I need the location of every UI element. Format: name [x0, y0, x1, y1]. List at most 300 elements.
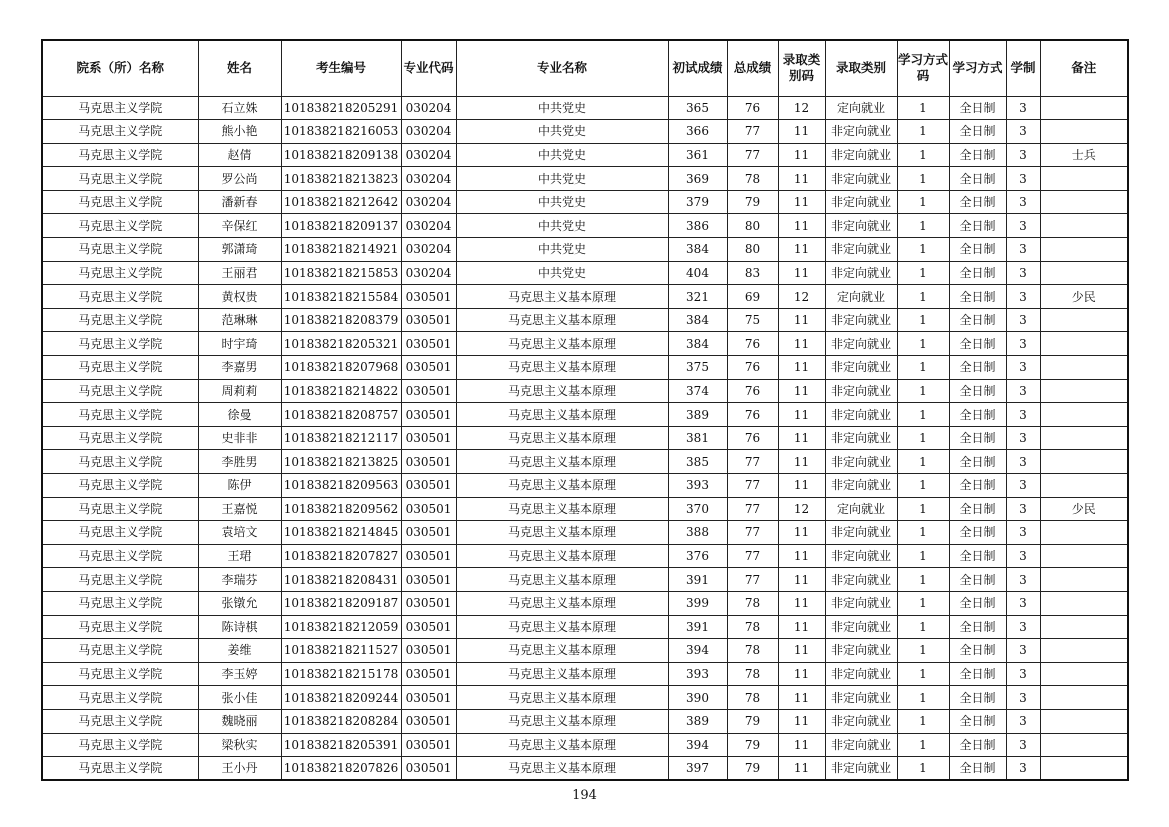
table-row — [42, 190, 1128, 214]
duration-cell: 3 — [1006, 143, 1040, 167]
initial-score-cell: 374 — [668, 379, 727, 403]
name-cell: 李嘉男 — [198, 356, 281, 380]
header-candidate-id: 考生编号 — [281, 40, 401, 96]
department-cell: 马克思主义学院 — [42, 214, 198, 238]
header-total-score: 总成绩 — [727, 40, 778, 96]
table-row — [42, 521, 1128, 545]
remarks-cell — [1040, 544, 1128, 568]
candidate-id-cell: 101838218213825 — [281, 450, 401, 474]
duration-cell: 3 — [1006, 544, 1040, 568]
major-name-cell: 马克思主义基本原理 — [456, 356, 668, 380]
table-row — [42, 757, 1128, 781]
study-mode-cell: 全日制 — [949, 120, 1006, 144]
study-mode-cell: 全日制 — [949, 96, 1006, 120]
duration-cell: 3 — [1006, 709, 1040, 733]
admission-category-code-cell: 11 — [778, 214, 825, 238]
duration-cell: 3 — [1006, 474, 1040, 498]
study-mode-cell: 全日制 — [949, 214, 1006, 238]
study-mode-code-cell: 1 — [897, 591, 949, 615]
table-row — [42, 261, 1128, 285]
name-cell: 潘新春 — [198, 190, 281, 214]
major-code-cell: 030204 — [401, 143, 456, 167]
admission-category-cell: 定向就业 — [825, 497, 897, 521]
candidate-id-cell: 101838218216053 — [281, 120, 401, 144]
major-name-cell: 中共党史 — [456, 261, 668, 285]
admission-category-cell: 非定向就业 — [825, 261, 897, 285]
admission-category-code-cell: 11 — [778, 238, 825, 262]
table-row — [42, 568, 1128, 592]
study-mode-code-cell: 1 — [897, 356, 949, 380]
table-row — [42, 733, 1128, 757]
major-code-cell: 030501 — [401, 497, 456, 521]
name-cell: 徐曼 — [198, 403, 281, 427]
name-cell: 时宇琦 — [198, 332, 281, 356]
study-mode-cell: 全日制 — [949, 403, 1006, 427]
admission-category-cell: 非定向就业 — [825, 238, 897, 262]
name-cell: 梁秋实 — [198, 733, 281, 757]
admission-category-cell: 非定向就业 — [825, 757, 897, 781]
name-cell: 李玉婷 — [198, 662, 281, 686]
table-row — [42, 356, 1128, 380]
admission-category-cell: 非定向就业 — [825, 120, 897, 144]
table-row — [42, 709, 1128, 733]
name-cell: 袁培文 — [198, 521, 281, 545]
admission-category-code-cell: 11 — [778, 308, 825, 332]
admission-category-code-cell: 11 — [778, 143, 825, 167]
major-name-cell: 马克思主义基本原理 — [456, 450, 668, 474]
remarks-cell — [1040, 403, 1128, 427]
table-row — [42, 591, 1128, 615]
major-name-cell: 马克思主义基本原理 — [456, 686, 668, 710]
header-department: 院系（所）名称 — [42, 40, 198, 96]
duration-cell: 3 — [1006, 615, 1040, 639]
duration-cell: 3 — [1006, 332, 1040, 356]
department-cell: 马克思主义学院 — [42, 450, 198, 474]
department-cell: 马克思主义学院 — [42, 426, 198, 450]
remarks-cell — [1040, 261, 1128, 285]
admission-category-cell: 非定向就业 — [825, 568, 897, 592]
remarks-cell — [1040, 591, 1128, 615]
remarks-cell — [1040, 238, 1128, 262]
duration-cell: 3 — [1006, 308, 1040, 332]
name-cell: 赵倩 — [198, 143, 281, 167]
major-code-cell: 030501 — [401, 686, 456, 710]
major-code-cell: 030501 — [401, 356, 456, 380]
study-mode-code-cell: 1 — [897, 474, 949, 498]
major-name-cell: 中共党史 — [456, 238, 668, 262]
remarks-cell — [1040, 757, 1128, 781]
total-score-cell: 80 — [727, 214, 778, 238]
department-cell: 马克思主义学院 — [42, 403, 198, 427]
study-mode-cell: 全日制 — [949, 686, 1006, 710]
candidate-id-cell: 101838218205321 — [281, 332, 401, 356]
duration-cell: 3 — [1006, 96, 1040, 120]
major-name-cell: 马克思主义基本原理 — [456, 662, 668, 686]
admission-category-cell: 非定向就业 — [825, 379, 897, 403]
admission-category-code-cell: 11 — [778, 261, 825, 285]
total-score-cell: 76 — [727, 96, 778, 120]
initial-score-cell: 381 — [668, 426, 727, 450]
table-row — [42, 120, 1128, 144]
remarks-cell — [1040, 379, 1128, 403]
total-score-cell: 77 — [727, 521, 778, 545]
duration-cell: 3 — [1006, 167, 1040, 191]
candidate-id-cell: 101838218212059 — [281, 615, 401, 639]
admission-category-cell: 非定向就业 — [825, 615, 897, 639]
initial-score-cell: 391 — [668, 615, 727, 639]
admission-category-cell: 非定向就业 — [825, 639, 897, 663]
admission-category-code-cell: 11 — [778, 403, 825, 427]
remarks-cell — [1040, 190, 1128, 214]
initial-score-cell: 391 — [668, 568, 727, 592]
admission-category-cell: 定向就业 — [825, 96, 897, 120]
study-mode-code-cell: 1 — [897, 521, 949, 545]
duration-cell: 3 — [1006, 521, 1040, 545]
study-mode-cell: 全日制 — [949, 591, 1006, 615]
remarks-cell — [1040, 120, 1128, 144]
initial-score-cell: 385 — [668, 450, 727, 474]
study-mode-code-cell: 1 — [897, 238, 949, 262]
major-name-cell: 马克思主义基本原理 — [456, 591, 668, 615]
table-row — [42, 214, 1128, 238]
study-mode-cell: 全日制 — [949, 356, 1006, 380]
header-major-name: 专业名称 — [456, 40, 668, 96]
major-code-cell: 030501 — [401, 662, 456, 686]
department-cell: 马克思主义学院 — [42, 285, 198, 309]
table-row — [42, 332, 1128, 356]
department-cell: 马克思主义学院 — [42, 521, 198, 545]
candidate-id-cell: 101838218212642 — [281, 190, 401, 214]
department-cell: 马克思主义学院 — [42, 356, 198, 380]
duration-cell: 3 — [1006, 733, 1040, 757]
candidate-id-cell: 101838218215178 — [281, 662, 401, 686]
department-cell: 马克思主义学院 — [42, 733, 198, 757]
initial-score-cell: 376 — [668, 544, 727, 568]
candidate-id-cell: 101838218215584 — [281, 285, 401, 309]
admission-category-cell: 非定向就业 — [825, 733, 897, 757]
name-cell: 王珺 — [198, 544, 281, 568]
major-code-cell: 030501 — [401, 450, 456, 474]
total-score-cell: 76 — [727, 426, 778, 450]
study-mode-code-cell: 1 — [897, 261, 949, 285]
study-mode-code-cell: 1 — [897, 568, 949, 592]
study-mode-code-cell: 1 — [897, 544, 949, 568]
study-mode-code-cell: 1 — [897, 167, 949, 191]
admission-category-cell: 非定向就业 — [825, 662, 897, 686]
name-cell: 张小佳 — [198, 686, 281, 710]
total-score-cell: 76 — [727, 379, 778, 403]
admission-category-code-cell: 11 — [778, 190, 825, 214]
study-mode-cell: 全日制 — [949, 709, 1006, 733]
study-mode-cell: 全日制 — [949, 379, 1006, 403]
major-name-cell: 马克思主义基本原理 — [456, 308, 668, 332]
total-score-cell: 69 — [727, 285, 778, 309]
total-score-cell: 76 — [727, 403, 778, 427]
initial-score-cell: 399 — [668, 591, 727, 615]
total-score-cell: 79 — [727, 733, 778, 757]
admission-category-code-cell: 11 — [778, 521, 825, 545]
admission-category-code-cell: 11 — [778, 450, 825, 474]
candidate-id-cell: 101838218207968 — [281, 356, 401, 380]
initial-score-cell: 375 — [668, 356, 727, 380]
major-name-cell: 马克思主义基本原理 — [456, 639, 668, 663]
header-study-mode-code: 学习方式码 — [897, 40, 949, 96]
total-score-cell: 78 — [727, 639, 778, 663]
initial-score-cell: 386 — [668, 214, 727, 238]
remarks-cell: 少民 — [1040, 285, 1128, 309]
major-code-cell: 030501 — [401, 568, 456, 592]
major-code-cell: 030501 — [401, 757, 456, 781]
table-row — [42, 639, 1128, 663]
study-mode-code-cell: 1 — [897, 733, 949, 757]
admission-category-cell: 非定向就业 — [825, 686, 897, 710]
admission-category-code-cell: 11 — [778, 568, 825, 592]
major-name-cell: 马克思主义基本原理 — [456, 733, 668, 757]
study-mode-cell: 全日制 — [949, 733, 1006, 757]
department-cell: 马克思主义学院 — [42, 591, 198, 615]
study-mode-code-cell: 1 — [897, 497, 949, 521]
admission-category-cell: 非定向就业 — [825, 143, 897, 167]
header-admission-category: 录取类别 — [825, 40, 897, 96]
duration-cell: 3 — [1006, 450, 1040, 474]
admission-category-cell: 非定向就业 — [825, 308, 897, 332]
study-mode-cell: 全日制 — [949, 544, 1006, 568]
admission-category-cell: 非定向就业 — [825, 356, 897, 380]
total-score-cell: 77 — [727, 497, 778, 521]
admission-category-code-cell: 11 — [778, 591, 825, 615]
initial-score-cell: 390 — [668, 686, 727, 710]
major-code-cell: 030204 — [401, 261, 456, 285]
major-code-cell: 030501 — [401, 332, 456, 356]
admission-category-cell: 非定向就业 — [825, 474, 897, 498]
duration-cell: 3 — [1006, 120, 1040, 144]
study-mode-cell: 全日制 — [949, 568, 1006, 592]
study-mode-cell: 全日制 — [949, 615, 1006, 639]
major-name-cell: 中共党史 — [456, 96, 668, 120]
duration-cell: 3 — [1006, 686, 1040, 710]
admission-category-code-cell: 11 — [778, 426, 825, 450]
major-name-cell: 马克思主义基本原理 — [456, 285, 668, 309]
candidate-id-cell: 101838218214845 — [281, 521, 401, 545]
total-score-cell: 77 — [727, 474, 778, 498]
department-cell: 马克思主义学院 — [42, 757, 198, 781]
remarks-cell — [1040, 521, 1128, 545]
department-cell: 马克思主义学院 — [42, 709, 198, 733]
major-name-cell: 马克思主义基本原理 — [456, 426, 668, 450]
study-mode-cell: 全日制 — [949, 308, 1006, 332]
name-cell: 罗公尚 — [198, 167, 281, 191]
total-score-cell: 79 — [727, 757, 778, 781]
remarks-cell — [1040, 332, 1128, 356]
initial-score-cell: 379 — [668, 190, 727, 214]
admission-category-code-cell: 11 — [778, 709, 825, 733]
admission-category-code-cell: 11 — [778, 662, 825, 686]
initial-score-cell: 397 — [668, 757, 727, 781]
major-name-cell: 中共党史 — [456, 143, 668, 167]
department-cell: 马克思主义学院 — [42, 379, 198, 403]
study-mode-cell: 全日制 — [949, 450, 1006, 474]
initial-score-cell: 394 — [668, 733, 727, 757]
study-mode-cell: 全日制 — [949, 497, 1006, 521]
major-code-cell: 030501 — [401, 426, 456, 450]
remarks-cell — [1040, 733, 1128, 757]
remarks-cell — [1040, 662, 1128, 686]
total-score-cell: 77 — [727, 544, 778, 568]
major-code-cell: 030501 — [401, 733, 456, 757]
department-cell: 马克思主义学院 — [42, 497, 198, 521]
header-major-code: 专业代码 — [401, 40, 456, 96]
study-mode-code-cell: 1 — [897, 190, 949, 214]
admission-category-code-cell: 11 — [778, 120, 825, 144]
study-mode-cell: 全日制 — [949, 639, 1006, 663]
table-row — [42, 662, 1128, 686]
table-row — [42, 96, 1128, 120]
department-cell: 马克思主义学院 — [42, 143, 198, 167]
initial-score-cell: 365 — [668, 96, 727, 120]
total-score-cell: 78 — [727, 167, 778, 191]
study-mode-cell: 全日制 — [949, 261, 1006, 285]
candidate-id-cell: 101838218214921 — [281, 238, 401, 262]
initial-score-cell: 384 — [668, 238, 727, 262]
initial-score-cell: 369 — [668, 167, 727, 191]
admission-category-code-cell: 11 — [778, 686, 825, 710]
total-score-cell: 77 — [727, 450, 778, 474]
total-score-cell: 77 — [727, 120, 778, 144]
major-code-cell: 030501 — [401, 403, 456, 427]
admission-category-cell: 非定向就业 — [825, 403, 897, 427]
total-score-cell: 79 — [727, 190, 778, 214]
study-mode-code-cell: 1 — [897, 403, 949, 427]
major-code-cell: 030204 — [401, 214, 456, 238]
study-mode-code-cell: 1 — [897, 96, 949, 120]
candidate-id-cell: 101838218209187 — [281, 591, 401, 615]
study-mode-cell: 全日制 — [949, 521, 1006, 545]
table-row — [42, 285, 1128, 309]
study-mode-code-cell: 1 — [897, 426, 949, 450]
major-name-cell: 马克思主义基本原理 — [456, 521, 668, 545]
name-cell: 熊小艳 — [198, 120, 281, 144]
admission-category-cell: 非定向就业 — [825, 591, 897, 615]
table-row — [42, 686, 1128, 710]
major-code-cell: 030204 — [401, 238, 456, 262]
duration-cell: 3 — [1006, 757, 1040, 781]
department-cell: 马克思主义学院 — [42, 308, 198, 332]
header-remarks: 备注 — [1040, 40, 1128, 96]
duration-cell: 3 — [1006, 356, 1040, 380]
major-code-cell: 030204 — [401, 96, 456, 120]
study-mode-cell: 全日制 — [949, 662, 1006, 686]
initial-score-cell: 370 — [668, 497, 727, 521]
candidate-id-cell: 101838218209562 — [281, 497, 401, 521]
initial-score-cell: 394 — [668, 639, 727, 663]
admission-category-code-cell: 12 — [778, 497, 825, 521]
candidate-id-cell: 101838218209563 — [281, 474, 401, 498]
candidate-id-cell: 101838218214822 — [281, 379, 401, 403]
total-score-cell: 76 — [727, 356, 778, 380]
admission-category-cell: 非定向就业 — [825, 190, 897, 214]
initial-score-cell: 388 — [668, 521, 727, 545]
name-cell: 张镦允 — [198, 591, 281, 615]
department-cell: 马克思主义学院 — [42, 120, 198, 144]
total-score-cell: 75 — [727, 308, 778, 332]
candidate-id-cell: 101838218215853 — [281, 261, 401, 285]
initial-score-cell: 393 — [668, 474, 727, 498]
name-cell: 魏晓丽 — [198, 709, 281, 733]
table-row — [42, 474, 1128, 498]
study-mode-code-cell: 1 — [897, 120, 949, 144]
remarks-cell — [1040, 356, 1128, 380]
duration-cell: 3 — [1006, 662, 1040, 686]
header-admission-category-code: 录取类别码 — [778, 40, 825, 96]
major-code-cell: 030501 — [401, 639, 456, 663]
study-mode-cell: 全日制 — [949, 167, 1006, 191]
admission-category-cell: 非定向就业 — [825, 709, 897, 733]
candidate-id-cell: 101838218207826 — [281, 757, 401, 781]
admission-category-code-cell: 11 — [778, 379, 825, 403]
study-mode-code-cell: 1 — [897, 143, 949, 167]
table-row — [42, 544, 1128, 568]
header-initial-score: 初试成绩 — [668, 40, 727, 96]
department-cell: 马克思主义学院 — [42, 662, 198, 686]
duration-cell: 3 — [1006, 426, 1040, 450]
department-cell: 马克思主义学院 — [42, 568, 198, 592]
department-cell: 马克思主义学院 — [42, 332, 198, 356]
admission-category-code-cell: 11 — [778, 474, 825, 498]
candidate-id-cell: 101838218212117 — [281, 426, 401, 450]
candidate-id-cell: 101838218209138 — [281, 143, 401, 167]
major-name-cell: 马克思主义基本原理 — [456, 757, 668, 781]
table-row — [42, 497, 1128, 521]
remarks-cell — [1040, 450, 1128, 474]
name-cell: 郭潇琦 — [198, 238, 281, 262]
study-mode-cell: 全日制 — [949, 143, 1006, 167]
candidate-id-cell: 101838218211527 — [281, 639, 401, 663]
candidate-id-cell: 101838218205391 — [281, 733, 401, 757]
initial-score-cell: 384 — [668, 308, 727, 332]
major-code-cell: 030501 — [401, 544, 456, 568]
major-name-cell: 马克思主义基本原理 — [456, 497, 668, 521]
initial-score-cell: 389 — [668, 709, 727, 733]
admission-category-cell: 非定向就业 — [825, 544, 897, 568]
study-mode-code-cell: 1 — [897, 450, 949, 474]
study-mode-cell: 全日制 — [949, 426, 1006, 450]
duration-cell: 3 — [1006, 379, 1040, 403]
major-code-cell: 030501 — [401, 591, 456, 615]
study-mode-cell: 全日制 — [949, 474, 1006, 498]
candidate-id-cell: 101838218208757 — [281, 403, 401, 427]
page-number: 194 — [572, 788, 597, 803]
major-code-cell: 030204 — [401, 190, 456, 214]
duration-cell: 3 — [1006, 591, 1040, 615]
initial-score-cell: 361 — [668, 143, 727, 167]
department-cell: 马克思主义学院 — [42, 238, 198, 262]
total-score-cell: 77 — [727, 143, 778, 167]
name-cell: 王丽君 — [198, 261, 281, 285]
duration-cell: 3 — [1006, 214, 1040, 238]
name-cell: 陈伊 — [198, 474, 281, 498]
major-name-cell: 中共党史 — [456, 190, 668, 214]
department-cell: 马克思主义学院 — [42, 190, 198, 214]
study-mode-code-cell: 1 — [897, 662, 949, 686]
study-mode-code-cell: 1 — [897, 757, 949, 781]
remarks-cell — [1040, 474, 1128, 498]
admission-category-code-cell: 12 — [778, 285, 825, 309]
major-name-cell: 中共党史 — [456, 120, 668, 144]
initial-score-cell: 393 — [668, 662, 727, 686]
remarks-cell — [1040, 308, 1128, 332]
remarks-cell — [1040, 568, 1128, 592]
major-name-cell: 马克思主义基本原理 — [456, 709, 668, 733]
